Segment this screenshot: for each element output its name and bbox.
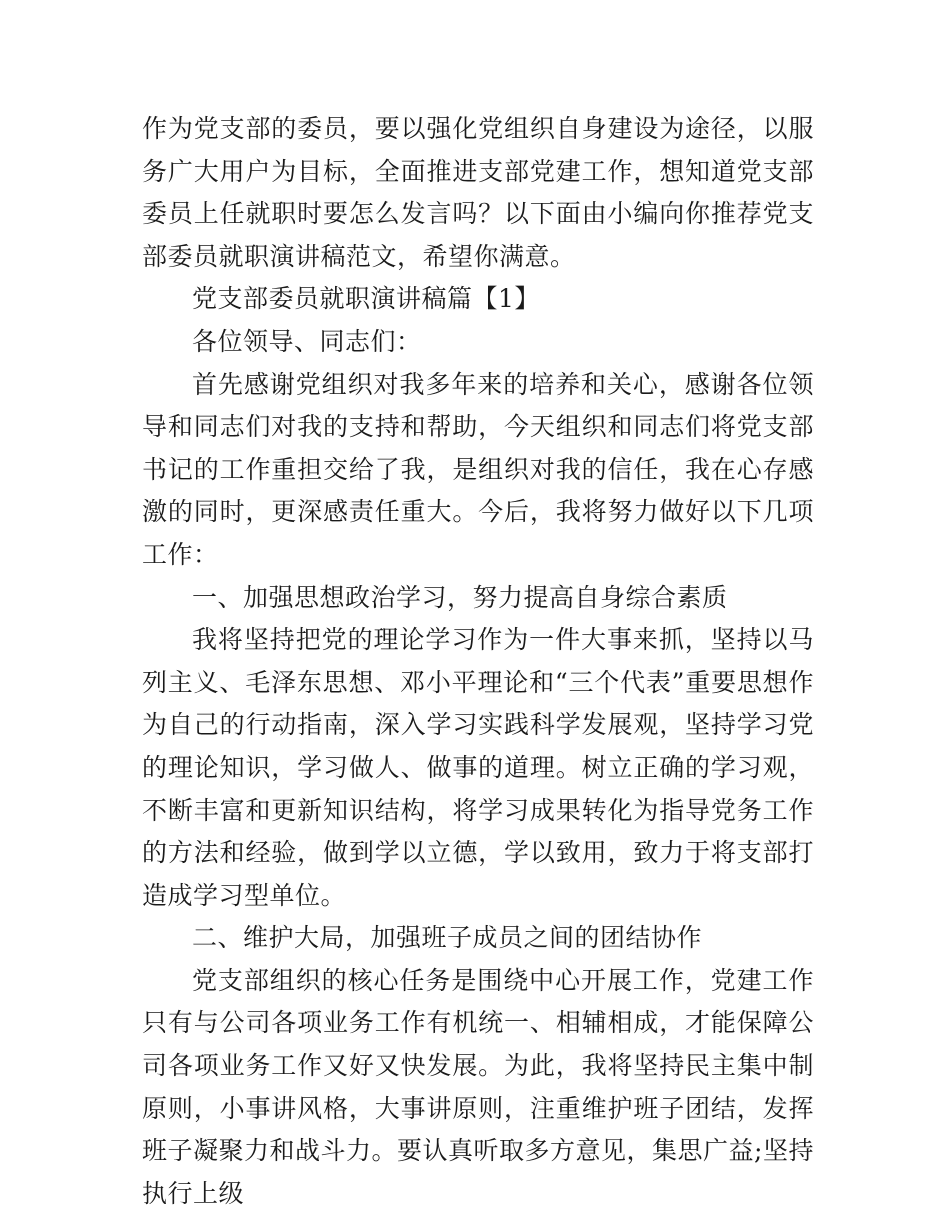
body-paragraph: 党支部组织的核心任务是围绕中心开展工作，党建工作只有与公司各项业务工作有机统一、相辅相成，才能保障公司各项业务工作又好又快发展。为此，我将坚持民主集中制原则，小事讲风格，大事讲原则，注重维护班子团结，发挥班子凝聚力和战斗力。要认真听取多方意见，集思广益;坚持执行上级 [142, 965, 814, 1208]
section-heading-2: 二、维护大局，加强班子成员之间的团结协作 [192, 923, 703, 953]
speech-heading: 党支部委员就职演讲稿篇【1】 [192, 284, 540, 314]
section-heading-1: 一、加强思想政治学习，努力提高自身综合素质 [192, 582, 728, 612]
document-page [142, 108, 814, 1215]
body-paragraph: 首先感谢党组织对我多年来的培养和关心，感谢各位领导和同志们对我的支持和帮助，今天组织和同志们将党支部书记的工作重担交给了我，是组织对我的信任，我在心存感激的同时，更深感责任重大。今后，我将努力做好以下几项工作： [142, 369, 814, 569]
body-paragraph: 我将坚持把党的理论学习作为一件大事来抓，坚持以马列主义、毛泽东思想、邓小平理论和“三个代表”重要思想作为自己的行动指南，深入学习实践科学发展观，坚持学习党的理论知识，学习做人、做事的道理。树立正确的学习观，不断丰富和更新知识结构，将学习成果转化为指导党务工作的方法和经验，做到学以立德，学以致用，致力于将支部打造成学习型单位。 [142, 625, 814, 910]
salutation: 各位领导、同志们： [192, 326, 422, 356]
intro-paragraph: 作为党支部的委员，要以强化党组织自身建设为途径，以服务广大用户为目标，全面推进支部党建工作，想知道党支部委员上任就职时要怎么发言吗？以下面由小编向你推荐党支部委员就职演讲稿范文，希望你满意。 [142, 114, 814, 271]
